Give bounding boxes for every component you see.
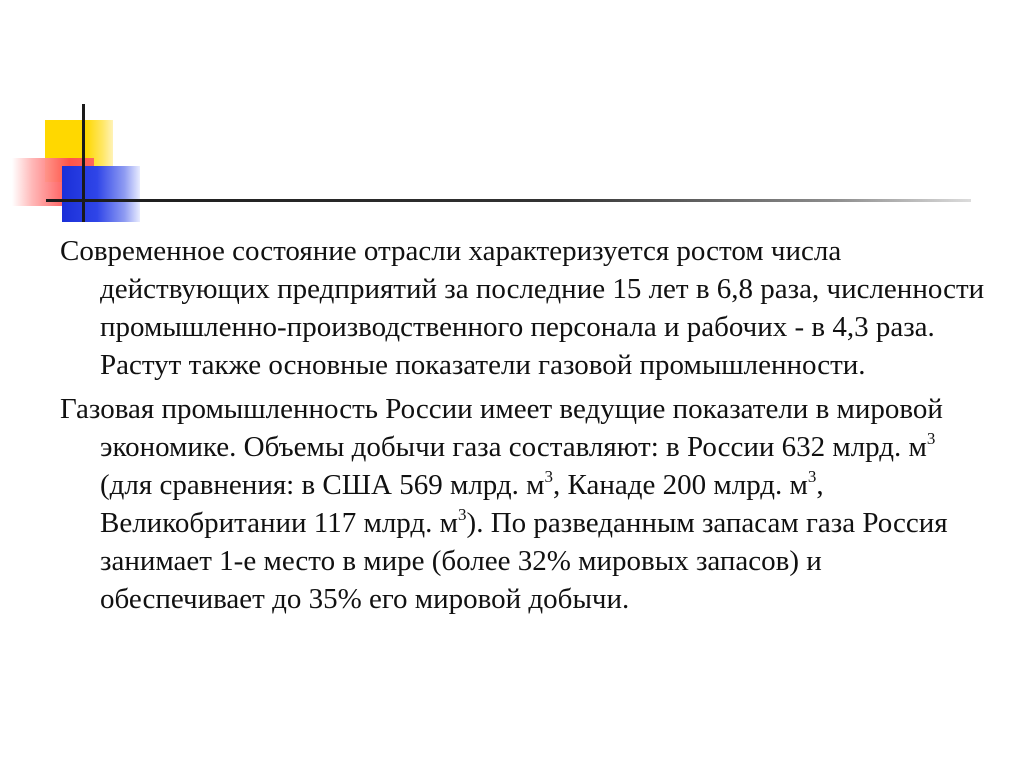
gas-text-part-3: , Канаде 200 млрд. м	[553, 469, 808, 501]
gas-text-part-1: Газовая промышленность России имеет ведущие показатели в мировой экономике. Объемы добычи газа составляют: в России 632 млрд. м	[60, 393, 943, 463]
title-divider-rule	[46, 199, 971, 202]
gas-text-part-2: (для сравнения: в США 569 млрд. м	[100, 469, 545, 501]
paragraph-industry-growth	[60, 232, 990, 384]
superscript-cubic-2: 3	[544, 467, 554, 486]
decor-vertical-rule	[82, 104, 85, 222]
paragraph-gas-production	[60, 390, 990, 618]
decor-blue-square	[62, 166, 140, 222]
superscript-cubic-4: 3	[458, 505, 467, 524]
paragraph-industry-growth-text: Современное состояние отрасли характеризуется ростом числа действующих предприятий за последние 15 лет в 6,8 раза, численности промышленно-производственного персонала и рабочих - в 4,3 раза. Растут также основные показатели газовой промышленности.	[60, 235, 985, 381]
gas-text-part-4: , Великобритании 117 млрд. м	[100, 469, 824, 539]
slide-body	[60, 232, 990, 624]
superscript-cubic-3: 3	[807, 467, 817, 486]
superscript-cubic-1: 3	[926, 429, 936, 448]
gas-text-part-5: ). По разведанным запасам газа Россия занимает 1-е место в мире (более 32% мировых запасов) и обеспечивает до 35% его мировой добычи.	[100, 507, 948, 615]
